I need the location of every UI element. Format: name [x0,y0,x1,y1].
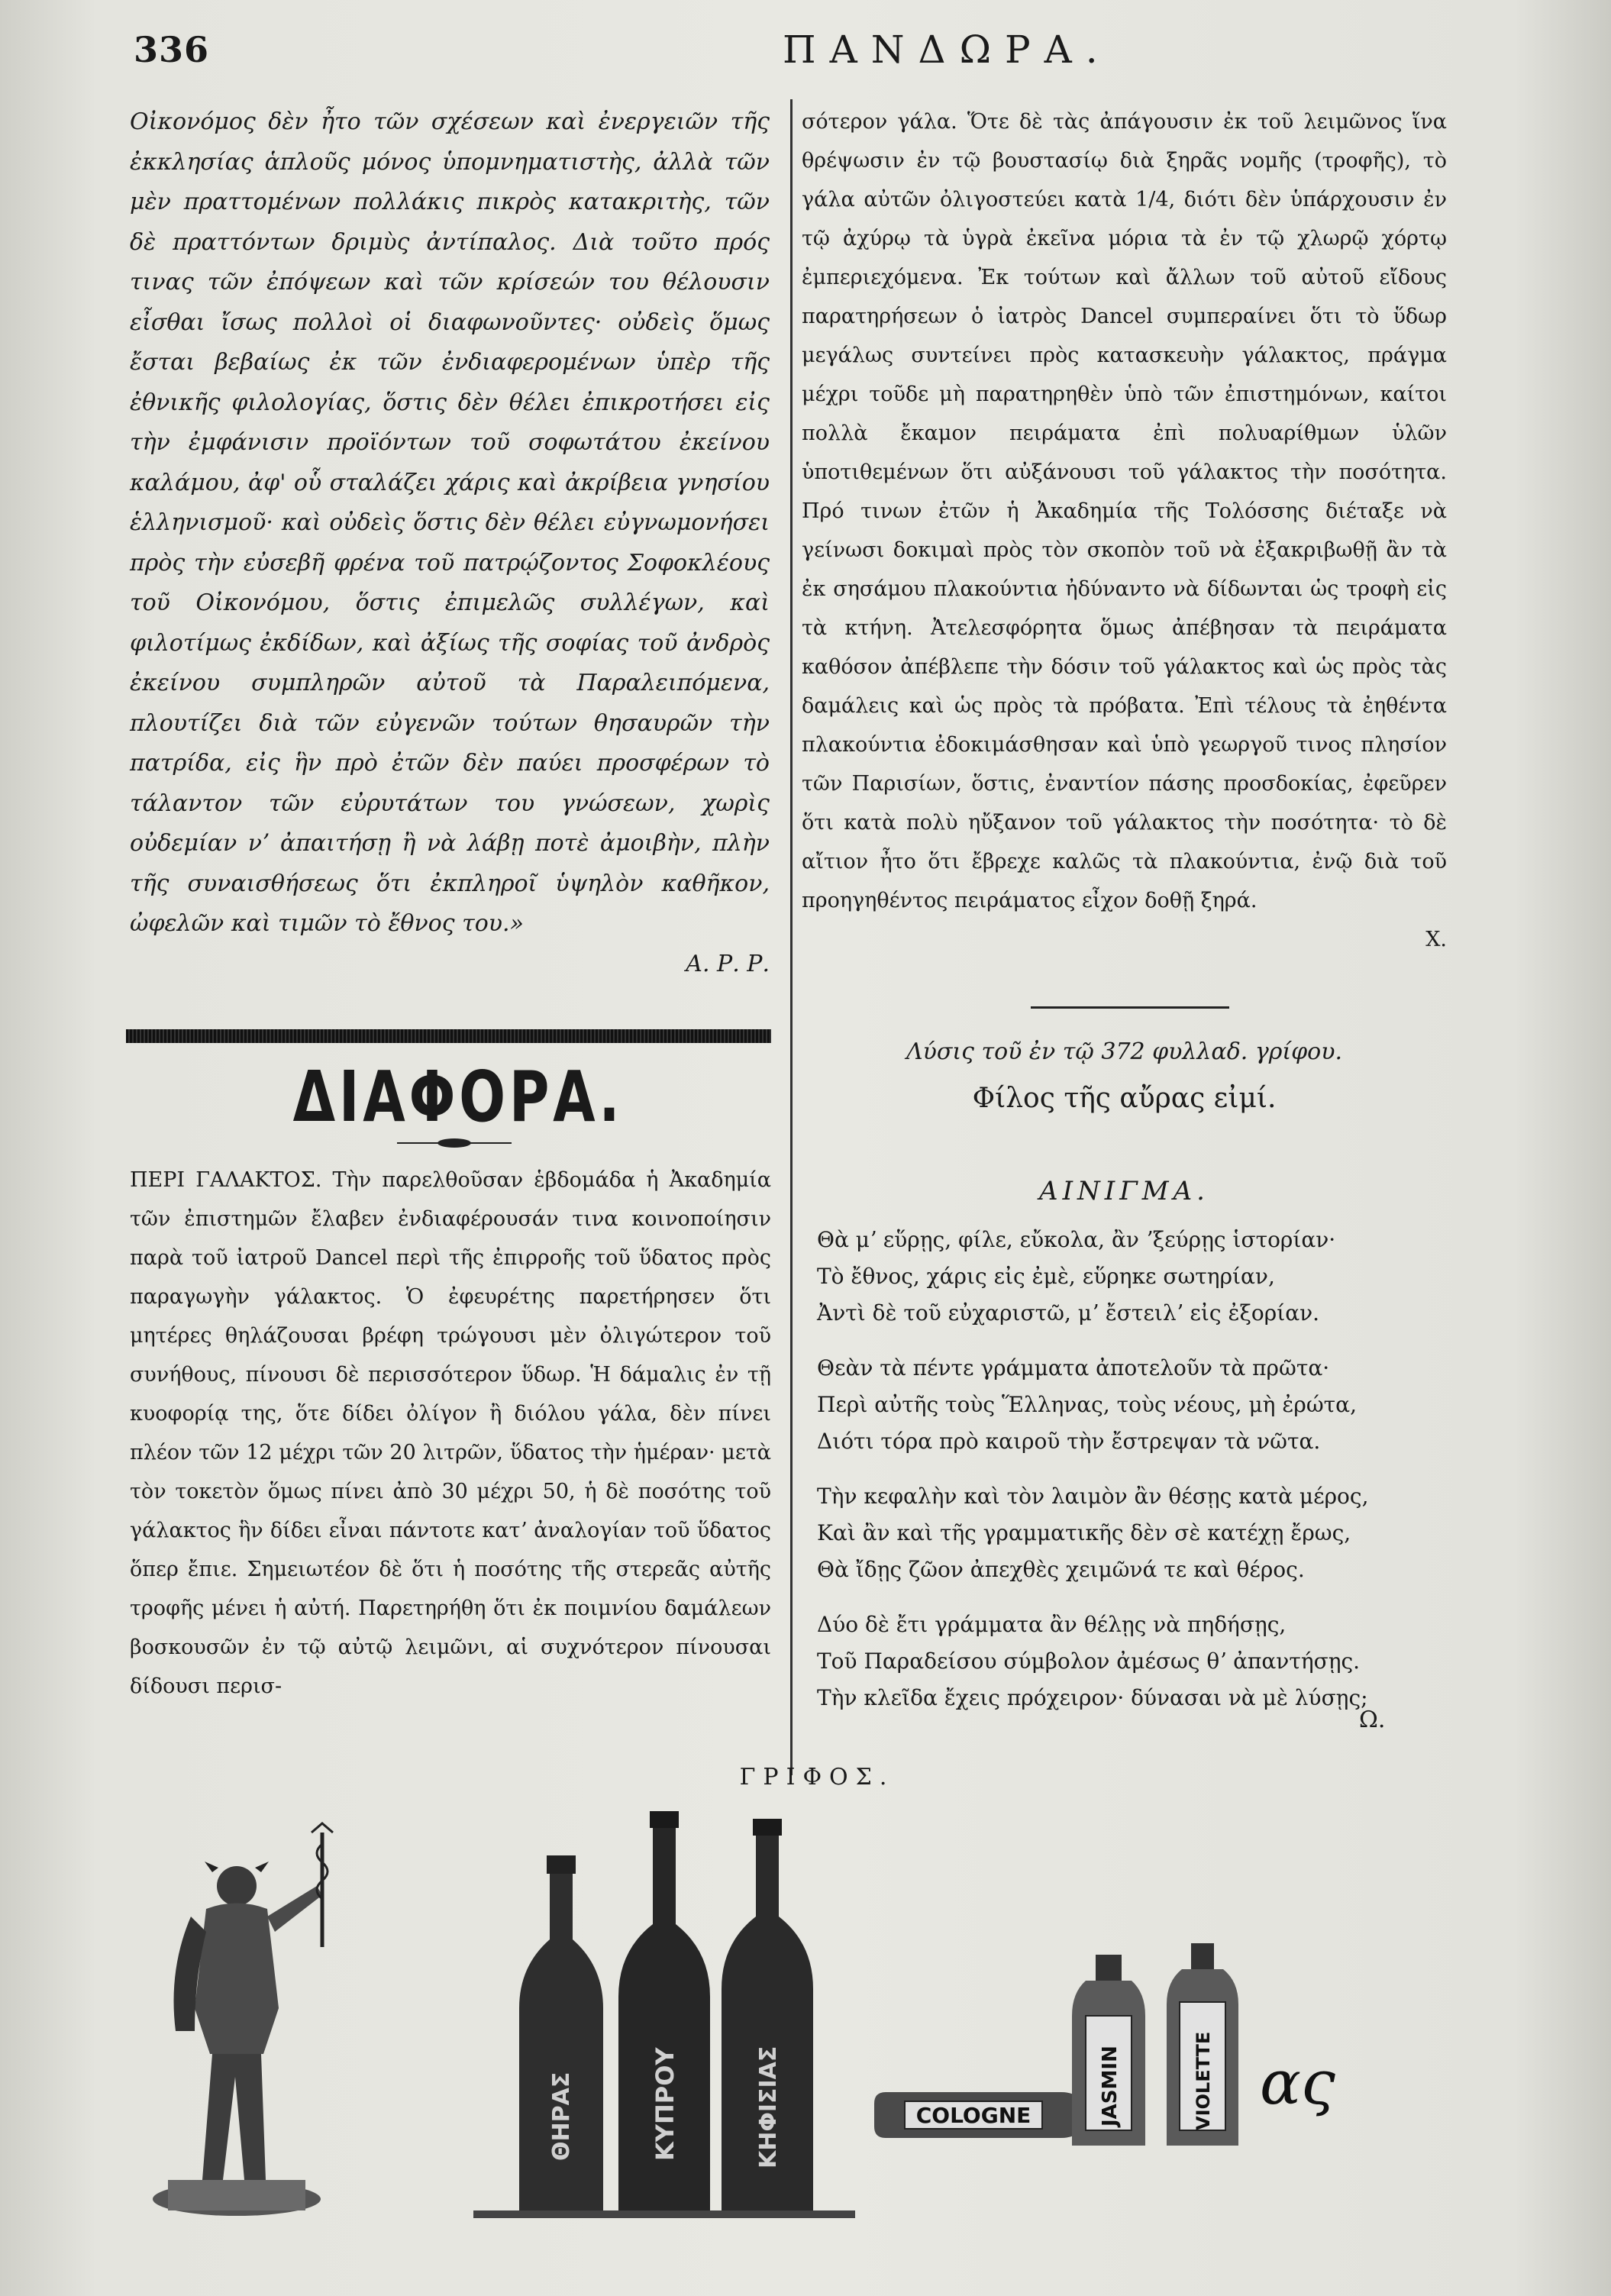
poem-line: Τοῦ Παραδείσου σύμβολον ἀμέσως θʼ ἀπαντήσῃς. [817,1649,1361,1674]
poem-line: Τὴν κλεῖδα ἔχεις πρόχειρον· δύνασαι νὰ μὲ λύσῃς; [817,1685,1368,1710]
flask-label: VIOLETTE [1193,2031,1214,2130]
bottle-label: ΘΗΡΑΣ [548,2072,575,2161]
journal-title: ΠΑΝΔΩΡΑ. [783,27,1112,72]
author-signature: Α. Ρ. Ρ. [686,950,770,977]
riddle-poem [817,1222,1451,1716]
section-title: ΔΙΑΦΟΡΑ. [292,1056,624,1138]
right-column-text [802,102,1447,959]
short-rule [1031,1006,1229,1009]
running-head [134,21,1447,75]
bottle-label: ΚΗΦΙΣΙΑΣ [755,2046,782,2168]
poem-line: Καὶ ἂν καὶ τῆς γραμματικῆς δὲν σὲ κατέχῃ ἔρως, [817,1520,1351,1545]
poem-line: Ἀντὶ δὲ τοῦ εὐχαριστῶ, μʼ ἔστειλʼ εἰς ἐξορίαν. [817,1300,1320,1326]
riddle-title: ΑΙΝΙΓΜΑ. [1039,1176,1209,1206]
milk-article-text: ΠΕΡΙ ΓΑΛΑΚΤΟΣ. Τὴν παρελθοῦσαν ἑβδομάδα ἡ Ἀκαδημία τῶν ἐπιστημῶν ἔλαβεν ἐνδιαφέρουσάν τινα κοινοποίησιν παρὰ τοῦ ἰατροῦ Dancel περὶ τῆς ἐπιρροῆς τοῦ ὕδατος πρὸς παραγωγὴν γάλακτος. Ὁ ἐφευρέτης παρετήρησεν ὅτι μητέρες θηλάζουσαι βρέφη τρώγουσι μὲν ὀλιγώτερον τοῦ συνήθους, πίνουσι δὲ περισσότερον ὕδωρ. Ἡ δάμαλις ἐν τῇ κυοφορίᾳ της, ὅτε δίδει ὀλίγον ἢ διόλου γάλα, δὲν πίνει πλέον τῶν 12 μέχρι τῶν 20 λιτρῶν, ὕδατος τὴν ἡμέραν· μετὰ τὸν τοκετὸν ὅμως πίνει ἀπὸ 30 μέχρι 50, ἡ δὲ ποσότης τοῦ γάλακτος ἣν δίδει εἶναι πάντοτε κατʼ ἀναλογίαν τοῦ ὕδατος ὅπερ ἔπιε. Σημειωτέον δὲ ὅτι ἡ ποσότης τῆς στερεᾶς αὐτῆς τροφῆς μένει ἡ αὐτή. Παρετηρήθη ὅτι ἐκ ποιμνίου δαμάλεων βοσκουσῶν ἐν τῷ αὐτῷ λειμῶνι, αἱ συχνότερον πίνουσαι δίδουσι περισ- [130,1168,771,1698]
milk-article [130,1161,771,1706]
poem-line: Διότι τόρα πρὸ καιροῦ τὴν ἔστρεψαν τὰ νῶτα. [817,1429,1321,1454]
poem-line: Περὶ αὐτῆς τοὺς Ἕλληνας, τοὺς νέους, μὴ ἐρώτα, [817,1392,1357,1417]
poem-line: Δύο δὲ ἔτι γράμματα ἂν θέλῃς νὰ πηδήσῃς, [817,1612,1287,1637]
solution-heading: Λύσις τοῦ ἐν τῷ 372 φυλλαδ. γρίφου. [906,1038,1342,1065]
ornament-divider [397,1138,512,1148]
column-divider [790,99,793,1775]
article-signature: Χ. [1425,928,1447,951]
poem-line: Θὰ μʼ εὕρῃς, φίλε, εὔκολα, ἂν ʼξεύρῃς ἱστορίαν· [817,1227,1336,1252]
solution-text: Φίλος τῆς αὔρας εἰμί. [972,1083,1277,1114]
bottle-label: ΚΥΠΡΟΥ [651,2047,680,2161]
riddle-signature: Ω. [1359,1707,1386,1733]
poem-line: Τὸ ἔθνος, χάρις εἰς ἐμὲ, εὕρηκε σωτηρίαν, [817,1264,1275,1289]
paragraph: Οἰκονόμος δὲν ἦτο τῶν σχέσεων καὶ ἐνεργειῶν τῆς ἐκκλησίας ἁπλοῦς μόνος ὑπομνηματιστὴς, ἀλλὰ τῶν μὲν πραττομένων πολλάκις πικρὸς κατακριτὴς, τῶν δὲ πραττόντων δριμὺς ἀντίπαλος. Διὰ τοῦτο πρός τινας τῶν ἐπόψεων καὶ τῶν κρίσεών του θέλουσιν εἶσθαι ἴσως πολλοὶ οἱ διαφωνοῦντες· οὐδεὶς ὅμως ἔσται βεβαίως ἐκ τῶν ἐνδιαφερομένων ὑπὲρ τῆς ἐθνικῆς φιλολογίας, ὅστις δὲν θέλει ἐπικροτήσει εἰς τὴν ἐμφάνισιν προϊόντων τοῦ σοφωτάτου ἐκείνου καλάμου, ἀφ' οὗ σταλάζει χάρις καὶ ἀκρίβεια γνησίου ἑλληνισμοῦ· καὶ οὐδεὶς ὅστις δὲν θέλει εὐγνωμονήσει πρὸς τὴν εὐσεβῆ φρένα τοῦ πατρῴζοντος Σοφοκλέους τοῦ Οἰκονόμου, ὅστις ἐπιμελῶς συλλέγων, καὶ φιλοτίμως ἐκδίδων, καὶ ἀξίως τῆς σοφίας τοῦ ἀνδρὸς ἐκείνου συμπληρῶν αὐτοῦ τὰ Παραλειπόμενα, πλουτίζει διὰ τῶν εὐγενῶν τούτων θησαυρῶν τὴν πατρίδα, εἰς ἣν πρὸ ἐτῶν δὲν παύει προσφέρων τὸ τάλαντον τῶν εὐρυτάτων του γνώσεων, χωρὶς οὐδεμίαν νʼ ἀπαιτήσῃ ἢ νὰ λάβῃ ποτὲ ἀμοιβὴν, πλὴν τῆς συναισθήσεως ὅτι ἐκπληροῖ ὑψηλὸν καθῆκον, ὠφελῶν καὶ τιμῶν τὸ ἔθνος του.» [130,108,770,937]
poem-line: Θεὰν τὰ πέντε γράμματα ἀποτελοῦν τὰ πρῶτα· [817,1355,1330,1381]
page-number: 336 [134,29,210,70]
poem-line: Τὴν κεφαλὴν καὶ τὸν λαιμὸν ἂν θέσῃς κατὰ μέρος, [817,1484,1369,1509]
poem-line: Θὰ ἴδῃς ζῶον ἀπεχθὲς χειμῶνά τε καὶ θέρος. [817,1557,1305,1582]
rebus-illustration [122,1802,1496,2230]
section-rule [126,1029,771,1043]
rebus-title: ΓΡΙΦΟΣ. [739,1764,895,1791]
left-column-text [130,102,770,984]
milk-article-continuation: σότερον γάλα. Ὅτε δὲ τὰς ἀπάγουσιν ἐκ τοῦ λειμῶνος ἵνα θρέψωσιν ἐν τῷ βουστασίῳ διὰ ξηρᾶς νομῆς (τροφῆς), τὸ γάλα αὐτῶν ὀλιγοστεύει κατὰ 1/4, διότι δὲν ὑπάρχουσιν ἐν τῷ ἀχύρῳ τὰ ὑγρὰ ἐκεῖνα μόρια τὰ ἐν τῷ χλωρῷ χόρτῳ ἐμπεριεχόμενα. Ἐκ τούτων καὶ ἄλλων τοῦ αὐτοῦ εἴδους παρατηρήσεων ὁ ἰατρὸς Dancel συμπεραίνει ὅτι τὸ ὕδωρ μεγάλως συντείνει πρὸς κατασκευὴν γάλακτος, πράγμα μέχρι τοῦδε μὴ παρατηρηθὲν ὑπὸ τῶν ἐπιστημόνων, καίτοι πολλὰ ἔκαμον πειράματα ἐπὶ πολυαρίθμων ὑλῶν ὑποτιθεμένων ὅτι αὐξάνουσι τοῦ γάλακτος τὴν ποσότητα. Πρό τινων ἐτῶν ἡ Ἀκαδημία τῆς Τολόσσης διέταξε νὰ γείνωσι δοκιμαὶ πρὸς τὸν σκοπὸν τοῦ νὰ ἐξακριβωθῇ ἂν τὰ ἐκ σησάμου πλακούντια ἠδύναντο νὰ δίδωνται ὡς τροφὴ εἰς τὰ κτήνη. Ἀτελεσφόρητα ὅμως ἀπέβησαν τὰ πειράματα καθόσον ἀπέβλεπε τὴν δόσιν τοῦ γάλακτος καὶ ὡς πρὸς τὰς δαμάλεις καὶ ὡς πρὸς τὰ πρόβατα. Ἐπὶ τέλους τὰ ἐηθέντα πλακούντια ἐδοκιμάσθησαν καὶ ὑπὸ γεωργοῦ τινος πλησίον τῶν Παρισίων, ὅστις, ἐναντίον πάσης προσδοκίας, ἐφεῦρεν ὅτι κατὰ πολὺ ηὔξανον τοῦ γάλακτος τὴν ποσότητα· τὸ δὲ αἴτιον ἦτο ὅτι ἔβρεχε καλῶς τὰ πλακούντια, ἐνῷ διὰ τοῦ προηγηθέντος πειράματος εἶχον δοθῇ ξηρά. [802,110,1447,912]
hermes-figure-icon [153,1823,333,2216]
flask-label: JASMIN [1099,2046,1122,2126]
rebus-suffix: ας [1260,2047,1335,2118]
cologne-label: COLOGNE [915,2103,1031,2128]
